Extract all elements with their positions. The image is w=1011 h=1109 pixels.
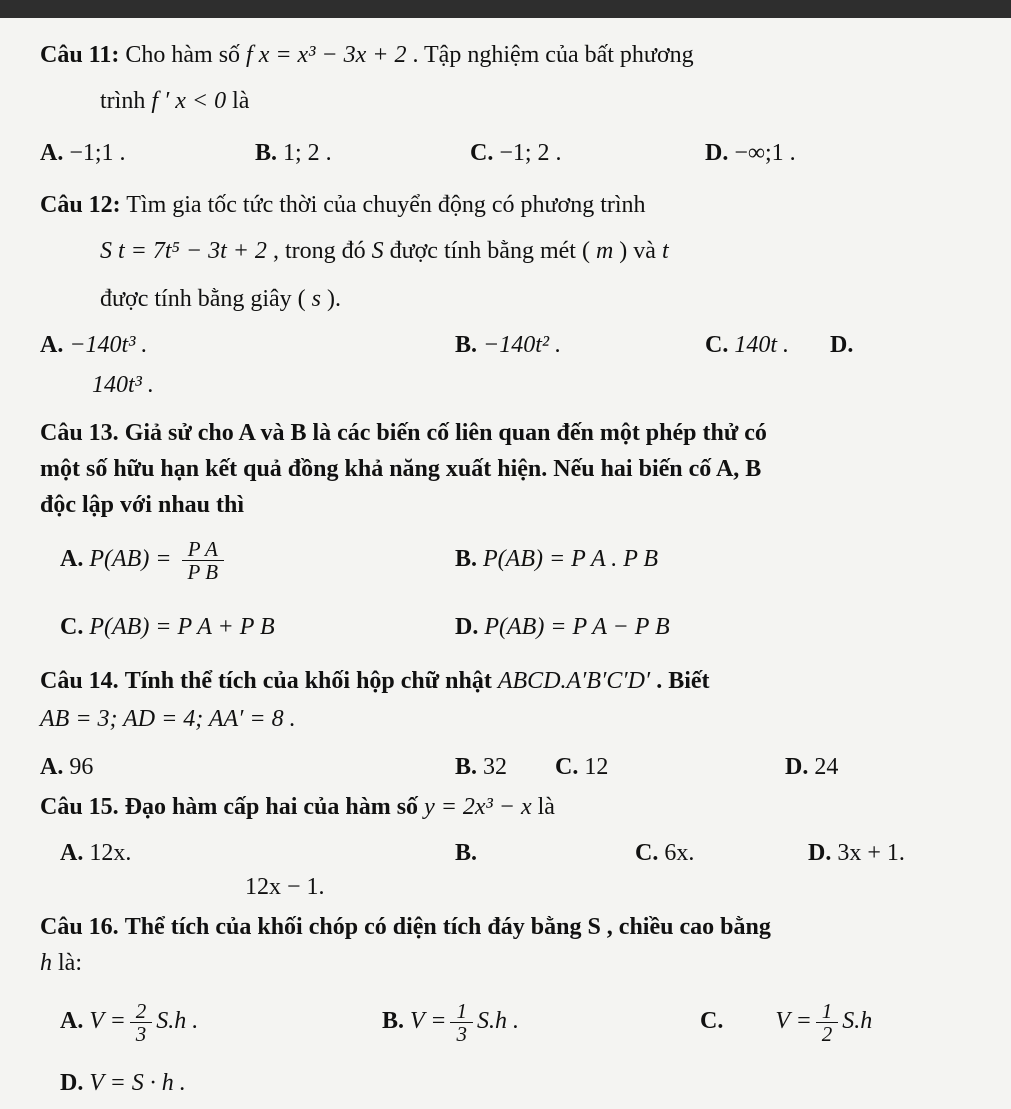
q16-text-b: , chiều cao bằng [606, 914, 771, 940]
option-letter: C. [700, 1008, 724, 1034]
option-letter: B. [255, 140, 278, 166]
q12-text-d: ) và [619, 238, 656, 264]
q11-label: Câu 11: [40, 42, 120, 68]
q15-option-d [808, 838, 905, 868]
q13-text-1: Giả sử cho A và B là các biến cố liên quan đến một phép thử có [124, 420, 767, 446]
q13-label: Câu 13. [40, 420, 119, 446]
q12-text-b: , trong đó [272, 238, 366, 264]
fraction-numerator: P A [182, 538, 225, 561]
option-letter: B. [455, 546, 478, 572]
q11-text-d: là [232, 88, 250, 114]
q12-option-a [40, 330, 147, 360]
top-dark-bar [0, 0, 1011, 18]
option-lhs: P(AB) = [89, 546, 172, 572]
q16-var-s: S [587, 914, 601, 940]
option-text: V = S · h . [89, 1070, 186, 1096]
q15-formula: y = 2x³ − x [424, 794, 532, 820]
option-letter: D. [705, 140, 729, 166]
q14-option-b [455, 752, 507, 782]
option-letter: A. [40, 332, 64, 358]
option-letter: C. [705, 332, 729, 358]
option-rhs: S.h [842, 1008, 873, 1034]
q16-label: Câu 16. [40, 914, 119, 940]
q16-option-a [60, 998, 198, 1045]
option-letter: A. [60, 1008, 84, 1034]
q16-option-c [700, 998, 872, 1045]
option-text: 3x + 1. [837, 840, 905, 866]
option-rhs: S.h . [476, 1008, 519, 1034]
option-letter: C. [555, 754, 579, 780]
option-letter: C. [635, 840, 659, 866]
option-letter: B. [455, 332, 478, 358]
q15-text-b: là [537, 794, 555, 820]
option-letter: B. [455, 754, 478, 780]
q16-text-a: Thể tích của khối chóp có diện tích đáy bằng [124, 914, 582, 940]
q11-text-c: trình [100, 88, 146, 114]
q13-line1 [40, 418, 767, 448]
option-text: −140t³ . [69, 332, 148, 358]
q14-text-a: Tính thể tích của khối hộp chữ nhật [124, 668, 492, 694]
q12-option-c [705, 330, 789, 360]
option-letter: A. [40, 140, 64, 166]
option-text: 24 [814, 754, 839, 780]
fraction-numerator: 1 [816, 1000, 839, 1023]
fraction-denominator: 3 [135, 1021, 147, 1046]
q14-given: AB = 3; AD = 4; AA′ = 8 . [40, 706, 296, 732]
option-text: 6x. [664, 840, 695, 866]
option-text: 96 [69, 754, 94, 780]
q12-var-s: S [371, 238, 384, 264]
q12-text-c: được tính bằng mét ( [389, 238, 590, 264]
q16-line2 [40, 948, 82, 978]
q13-option-c [60, 612, 275, 642]
option-lhs: V = [89, 1008, 126, 1034]
q16-var-h: h [40, 950, 52, 976]
q15-option-c [635, 838, 694, 868]
option-lhs: V = [410, 1008, 447, 1034]
q14-box: ABCD.A′B′C′D′ [497, 668, 651, 694]
fraction-denominator: 3 [456, 1021, 467, 1046]
option-text: 140t . [734, 332, 790, 358]
fraction-denominator: 2 [821, 1021, 833, 1046]
q14-option-d [785, 752, 838, 782]
q12-unit-s: s [311, 286, 321, 312]
q14-option-c [555, 752, 608, 782]
option-letter: D. [60, 1070, 84, 1096]
option-text: 140t³ . [92, 372, 154, 398]
q16-line1 [40, 912, 771, 942]
fraction [182, 538, 225, 583]
q16-option-d [60, 1068, 186, 1098]
option-text: P(AB) = P A . P B [483, 546, 659, 572]
q15-label: Câu 15. [40, 794, 119, 820]
option-text: 1; 2 . [283, 140, 332, 166]
q12-line1 [40, 190, 646, 220]
q14-option-a [40, 752, 93, 782]
q13-option-a [60, 536, 228, 583]
q15-line1 [40, 792, 555, 822]
q16-option-b [382, 998, 519, 1045]
option-text: 12x − 1. [245, 874, 325, 900]
q12-unit-m: m [595, 238, 614, 264]
q12-option-d-text [92, 370, 154, 400]
q15-option-b-text [245, 872, 325, 902]
q11-text-a: Cho hàm số [125, 42, 241, 68]
option-letter: B. [455, 840, 478, 866]
option-text: −∞;1 . [734, 140, 796, 166]
fraction-numerator: 1 [450, 1000, 473, 1023]
q13-line2: một số hữu hạn kết quả đồng khả năng xuất hiện. Nếu hai biến cố A, B [40, 456, 762, 482]
option-text: P(AB) = P A + P B [89, 614, 275, 640]
fraction-denominator: P B [187, 559, 219, 584]
q11-option-b [255, 138, 332, 168]
option-text: 32 [483, 754, 508, 780]
option-letter: C. [60, 614, 84, 640]
option-text: P(AB) = P A − P B [484, 614, 670, 640]
q11-option-c [470, 138, 562, 168]
option-letter: D. [455, 614, 479, 640]
option-letter: A. [60, 840, 84, 866]
option-text: 12x. [89, 840, 132, 866]
q11-text-b: . Tập nghiệm của bất phương [412, 42, 694, 68]
option-letter: D. [808, 840, 832, 866]
option-letter: D. [830, 332, 854, 358]
option-letter: B. [382, 1008, 405, 1034]
option-letter: D. [785, 754, 809, 780]
fraction-numerator: 2 [130, 1000, 153, 1023]
fraction [130, 1000, 153, 1045]
q12-text-a: Tìm gia tốc tức thời của chuyển động có phương trình [126, 192, 646, 218]
q11-option-a [40, 138, 126, 168]
option-letter: A. [40, 754, 64, 780]
q12-line3 [100, 284, 341, 314]
q15-text-a: Đạo hàm cấp hai của hàm số [124, 794, 419, 820]
option-letter: A. [60, 546, 84, 572]
q13-option-b [455, 544, 658, 574]
q12-option-b [455, 330, 561, 360]
option-text: −140t² . [483, 332, 562, 358]
q12-text-f: ). [327, 286, 341, 312]
option-rhs: S.h . [156, 1008, 199, 1034]
q12-label: Câu 12: [40, 192, 121, 218]
q11-formula: f x = x³ − 3x + 2 [246, 42, 407, 68]
q12-line2 [100, 236, 669, 266]
fraction [816, 1000, 839, 1045]
q14-text-b: . Biết [656, 668, 710, 694]
q11-inequality: f ′ x < 0 [151, 88, 227, 114]
option-text: 12 [584, 754, 609, 780]
q13-option-d [455, 612, 670, 642]
q15-option-a [60, 838, 131, 868]
q12-text-e: được tính bằng giây ( [100, 286, 306, 312]
q14-label: Câu 14. [40, 668, 119, 694]
q12-formula: S t = 7t⁵ − 3t + 2 [100, 238, 267, 264]
q11-option-d [705, 138, 796, 168]
q12-option-d-letter [830, 330, 853, 360]
q11-line1 [40, 40, 694, 70]
option-text: −1;1 . [69, 140, 126, 166]
fraction [450, 1000, 473, 1045]
option-text: −1; 2 . [499, 140, 562, 166]
q12-var-t: t [661, 238, 669, 264]
q16-text-c: là: [58, 950, 82, 976]
option-letter: C. [470, 140, 494, 166]
q15-option-b-letter [455, 838, 477, 868]
option-lhs: V = [775, 1008, 812, 1034]
q11-line2 [100, 86, 249, 116]
q14-line1 [40, 666, 710, 696]
q13-line3: độc lập với nhau thì [40, 492, 245, 518]
